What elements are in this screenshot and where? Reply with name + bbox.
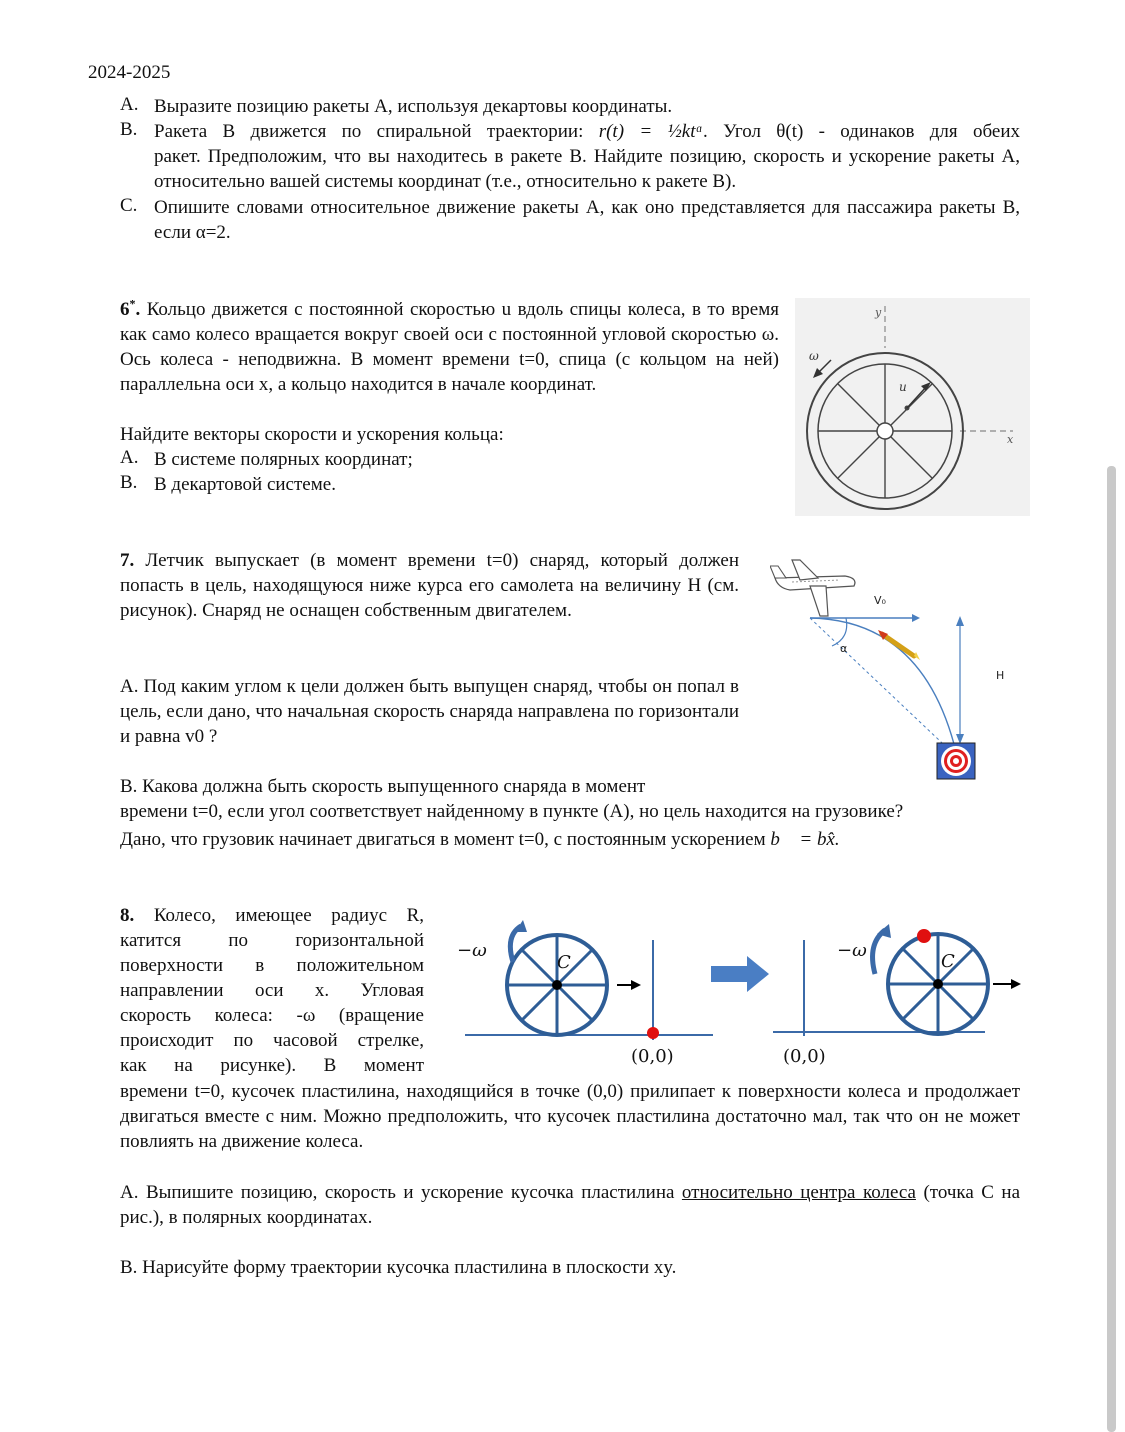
line-of-sight	[810, 618, 958, 758]
wheel-right	[888, 934, 988, 1034]
item-text: . Угол θ(t) - одинаков для обеих	[703, 121, 1020, 142]
velocity-arrow-head-left	[631, 980, 641, 990]
item-label: A.	[120, 447, 139, 468]
spiral-formula: r(t) = ½ktᵅ	[598, 121, 704, 142]
problem8-intro-line: поверхности в положительном	[120, 955, 424, 976]
problem-text: Колесо, имеющее радиус R,	[153, 905, 424, 926]
missile-icon	[878, 630, 920, 660]
alpha-label: α	[840, 642, 848, 655]
rotating-wheel-figure	[795, 298, 1030, 516]
omega-label-left: −ω	[457, 940, 487, 961]
problem-text: Кольцо движется с постоянной скоростью u вдоль спицы колеса, в то время как само колесо вращается вокруг своей оси с постоянной угловой скоростью ω. Ось колеса - неподвижна. В момент времени t=0, спица (с кольцом на ней) параллельна оси x, а кольцо находится в начале координат.	[120, 299, 780, 395]
center-label-right: C	[941, 951, 955, 972]
scrollbar[interactable]	[1107, 466, 1116, 1432]
problem-number: 6	[120, 299, 130, 320]
problem-number: 7.	[120, 550, 135, 571]
item-label: B.	[120, 119, 138, 140]
problem8-intro-line: происходит по часовой стрелке,	[120, 1030, 424, 1051]
center-label-left: C	[557, 952, 571, 973]
v0-label: V₀	[874, 594, 886, 607]
problem-text: (точка C на рис.), в полярных координатах.	[120, 1182, 1020, 1228]
problem7-partB-line2: времени t=0, если угол соответствует найденному в пункте (A), но цель находится на грузовике?	[120, 801, 904, 822]
item-text: В декартовой системе.	[154, 474, 336, 495]
problem7-partB-line1: B. Какова должна быть скорость выпущенного снаряда в момент	[120, 776, 646, 797]
figure-background	[795, 298, 1030, 516]
problem8-intro-line: катится по горизонтальной	[120, 930, 424, 951]
problem8-intro-line: направлении оси x. Угловая	[120, 980, 424, 1001]
underlined-text: относительно центра колеса	[681, 1182, 916, 1203]
item-text: Выразите позицию ракеты А, используя декартовы координаты.	[154, 96, 673, 117]
problem8-continuation: времени t=0, кусочек пластилина, находящийся в точке (0,0) прилипает к поверхности колеса и продолжает двигаться вместе с ним. Можно предположить, что кусочек пластилина достаточно мал, так что он не может повлиять на движение колеса.	[120, 1081, 1020, 1152]
H-arrow-head-top	[956, 616, 964, 626]
omega-arrow-right	[873, 930, 885, 974]
x-axis-label: x	[1007, 433, 1014, 446]
velocity-arrow-head-right	[1011, 979, 1021, 989]
origin-label-left: (0,0)	[631, 1046, 674, 1067]
rolling-wheel-figure	[445, 912, 1025, 1072]
H-label: H	[996, 669, 1005, 682]
item-label: C.	[120, 195, 138, 216]
airplane-target-figure	[770, 556, 1020, 788]
transition-arrow-icon	[711, 956, 769, 992]
plasticine-dot-left	[647, 1027, 659, 1039]
problem8-intro-line	[120, 903, 424, 928]
y-axis-label: y	[875, 306, 882, 319]
wheel-axle	[877, 423, 893, 439]
problem-text: Летчик выпускает (в момент времени t=0) снаряд, который должен попасть в цель, находящуюся ниже курса его самолета на величину H (см. рисунок). Снаряд не оснащен собственным двигателем.	[120, 550, 740, 621]
omega-label: ω	[809, 349, 819, 363]
star-mark: *	[129, 296, 136, 311]
problem7-partB-line3	[120, 827, 1025, 852]
problem-text: A. Выпишите позицию, скорость и ускорение кусочка пластилина	[120, 1182, 682, 1203]
airplane-icon	[770, 560, 855, 616]
item-line	[154, 119, 1020, 144]
problem6-question: Найдите векторы скорости и ускорения кольца:	[120, 424, 504, 445]
item-label: A.	[120, 94, 139, 115]
problem7-partA: A. Под каким углом к цели должен быть выпущен снаряд, чтобы он попал в цель, если дано, что начальная скорость снаряда направлена по горизонтали и равна v0 ?	[120, 676, 739, 747]
v0-arrow-head	[912, 614, 920, 622]
problem8-partB: B. Нарисуйте форму траектории кусочка пластилина в плоскости xy.	[120, 1257, 677, 1278]
problem-number: 8.	[120, 905, 135, 926]
wheel-left	[507, 935, 607, 1035]
problem-number-dot: .	[135, 299, 141, 320]
problem-text: Дано, что грузовик начинает двигаться в момент t=0, с постоянным ускорением	[120, 829, 771, 850]
origin-label-right: (0,0)	[783, 1046, 826, 1067]
item-label: B.	[120, 472, 138, 493]
item-text: Ракета В движется по спиральной траектории:	[154, 121, 599, 142]
target-icon	[937, 743, 975, 779]
item-text: В системе полярных координат;	[154, 449, 413, 470]
omega-label-right: −ω	[837, 940, 867, 961]
plasticine-dot-right	[917, 929, 931, 943]
year-header: 2024-2025	[88, 62, 171, 83]
problem8-intro-line: как на рисунке). В момент	[120, 1055, 424, 1076]
item-text: ракет. Предположим, что вы находитесь в ракете В. Найдите позицию, скорость и ускорение ракеты А, относительно вашей системы координат (т.е., относительно к ракете В).	[154, 146, 1020, 192]
problem6-intro	[120, 297, 779, 397]
acceleration-formula: b⃗ = bx̂.	[770, 829, 840, 850]
u-label: u	[899, 380, 907, 394]
problem7-intro	[120, 548, 739, 623]
problem8-intro-line: скорость колеса: -ω (вращение	[120, 1005, 424, 1026]
problem8-partA	[120, 1180, 1020, 1230]
item-text: Опишите словами относительное движение ракеты А, как оно представляется для пассажира ракеты В, если α=2.	[154, 197, 1020, 243]
